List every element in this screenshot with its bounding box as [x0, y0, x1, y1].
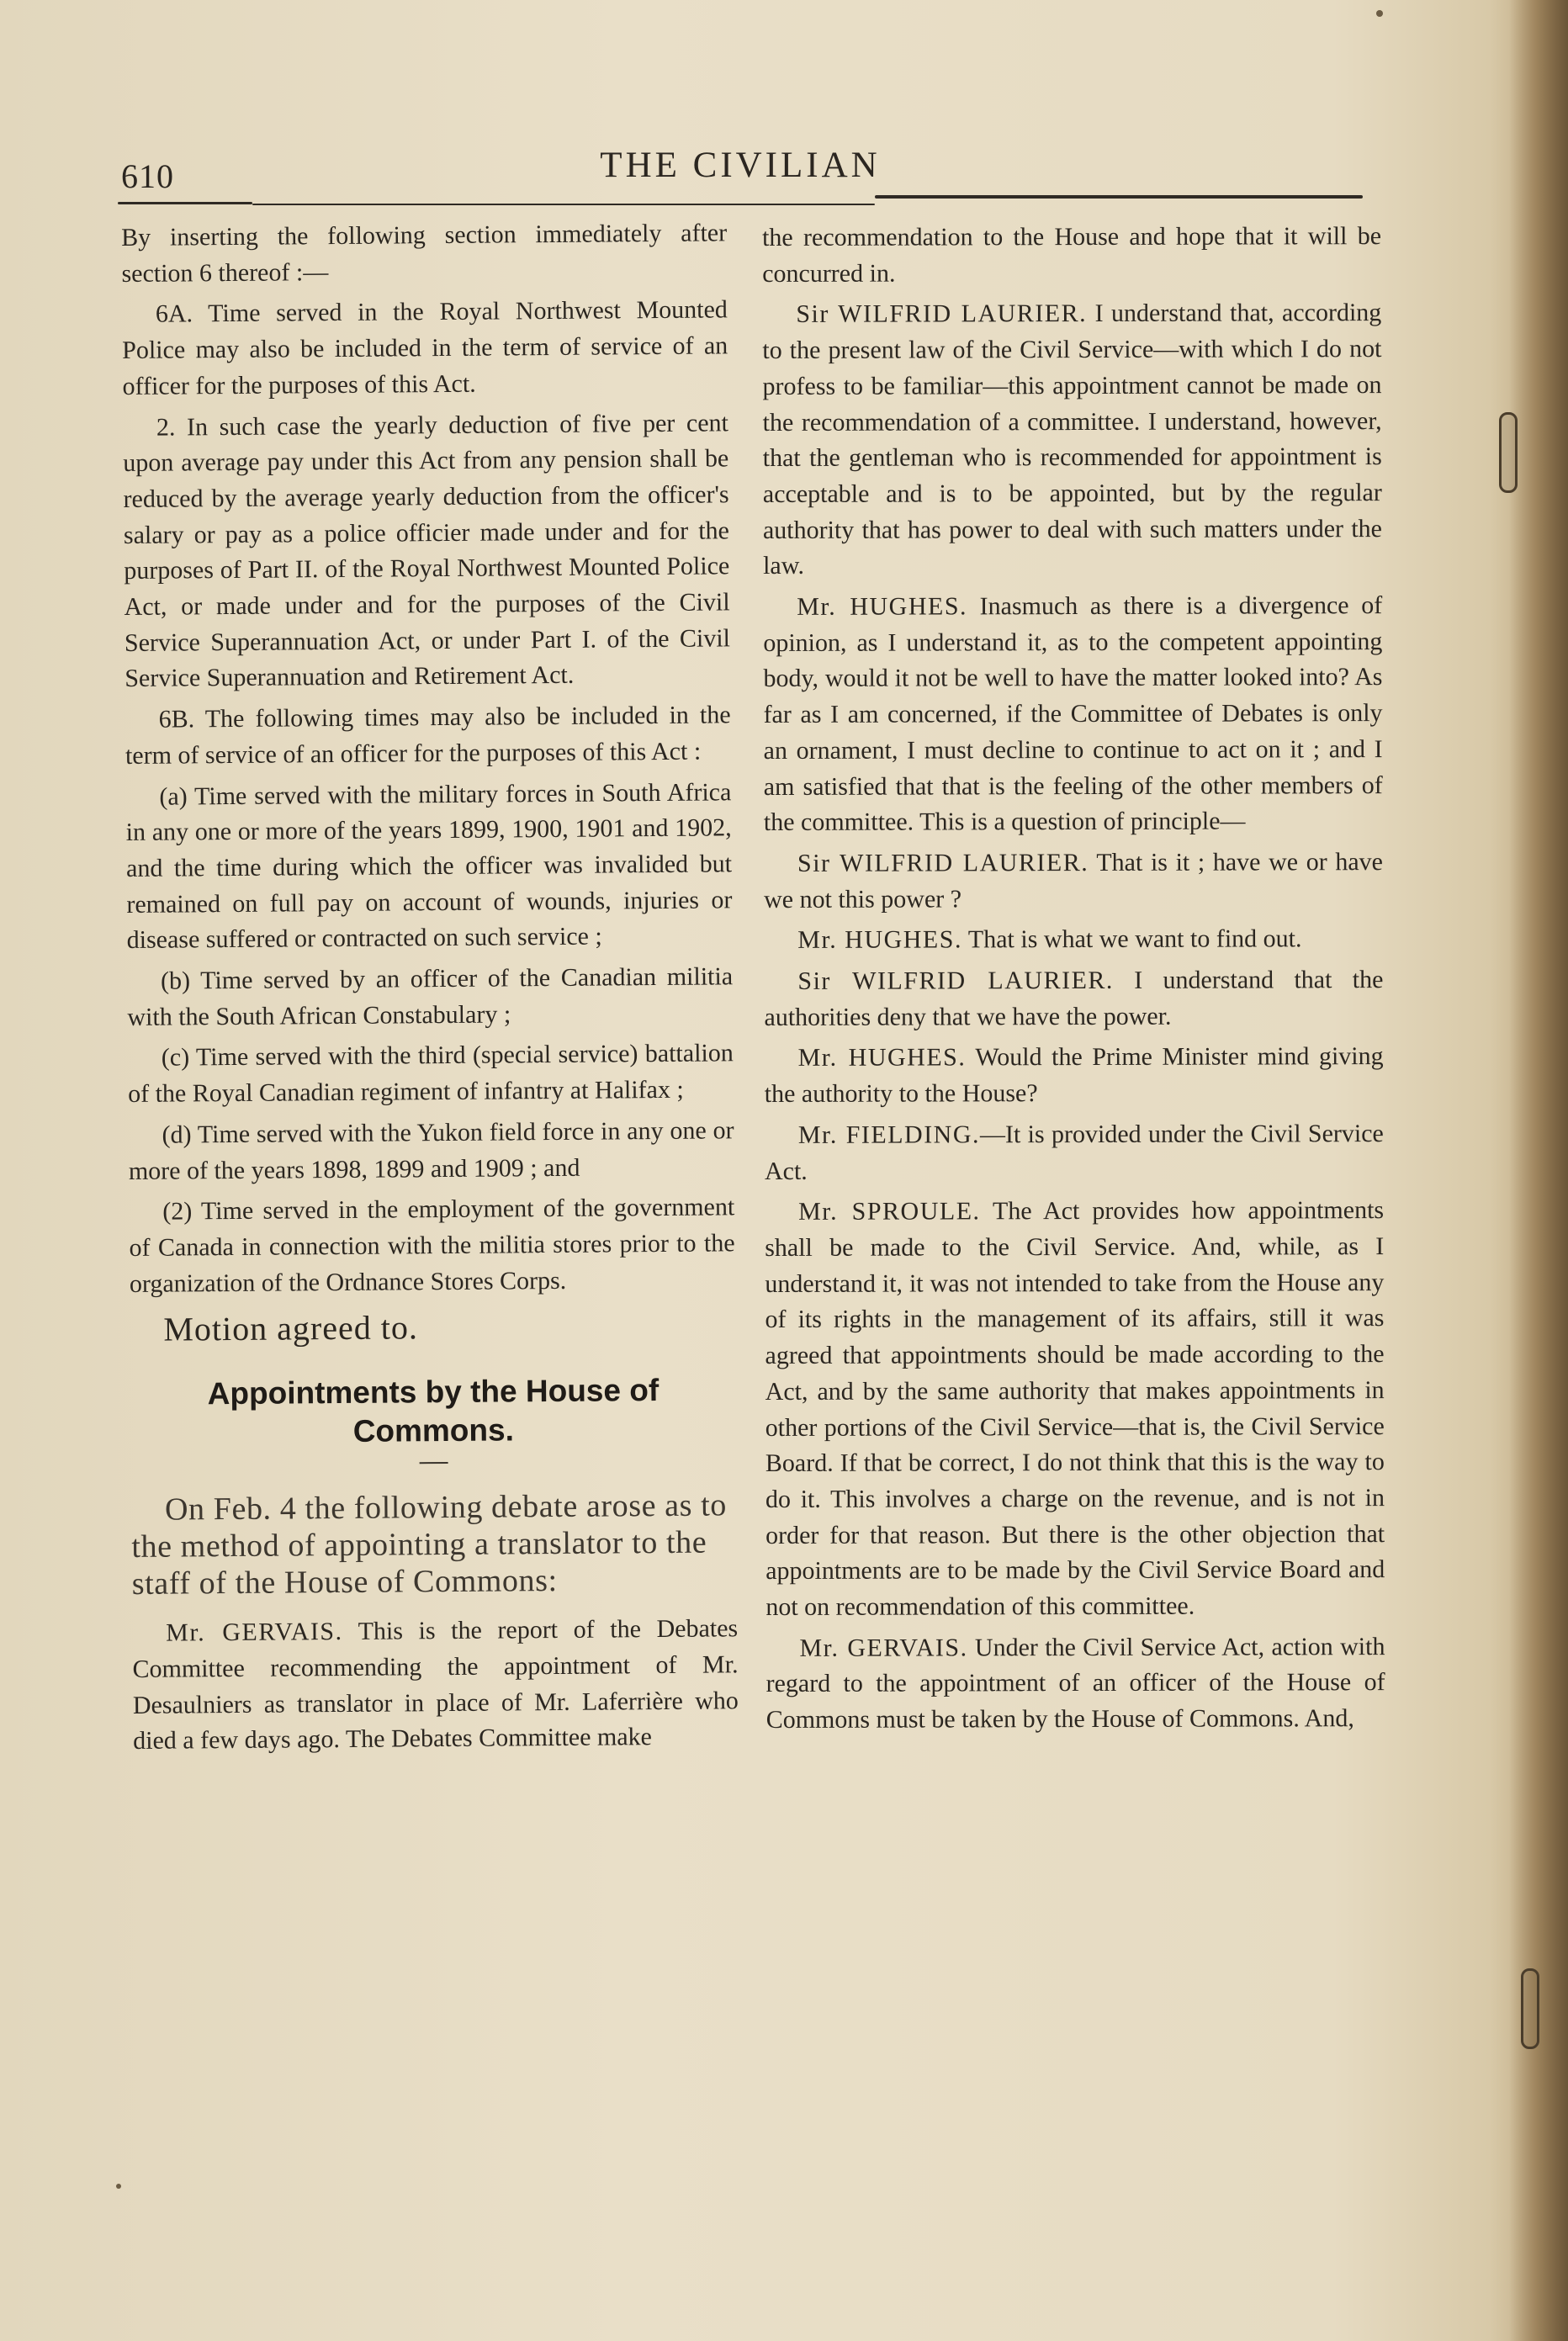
header-rule: [252, 204, 875, 205]
running-title: THE CIVILIAN: [600, 146, 881, 185]
speech-text: Inasmuch as there is a divergence of opinion, as I understand it, as to the competent appointing body, would it not be well to have the matter looked into? As far as I am concerned, if the Committee of Debates is only an ornament, I must decline to continue to act on it ; and I am satisfied that that is the feeling of the other members of the committee. This is a question of principle—: [763, 591, 1383, 837]
speaker-name: Mr. GERVAIS.: [799, 1634, 968, 1662]
motion-text: Motion agreed to.: [163, 1308, 419, 1349]
speaker-name: Mr. FIELDING.: [797, 1120, 981, 1149]
speaker-name: Sir WILFRID LAURIER.: [797, 966, 1114, 995]
speech-paragraph: [765, 1193, 1385, 1625]
intro-paragraph: On Feb. 4 the following debate arose as to the method of appointing a translator to the staff of the House of Commons:: [131, 1487, 728, 1602]
header-rule: [118, 202, 252, 204]
body-paragraph: (b) Time served by an officer of the Canadian militia with the South African Constabulary ;: [127, 962, 734, 1031]
speech-text: That is what we want to find out.: [967, 924, 1302, 954]
speech-paragraph: [765, 1629, 1385, 1739]
speech-text: I understand that the authorities deny that we have the power.: [764, 966, 1384, 1031]
body-paragraph: (c) Time served with the third (special service) battalion of the Royal Canadian regiment of infantry at Halifax ;: [128, 1039, 734, 1109]
binding-clip: [1521, 1968, 1539, 2049]
body-paragraph: the recommendation to the House and hope that it will be concurred in.: [762, 222, 1382, 288]
left-column: [121, 215, 739, 1765]
speech-text: Would the Prime Minister mind giving the authority to the House?: [764, 1042, 1384, 1109]
speech-paragraph: [764, 962, 1383, 1035]
speech-text: The Act provides how appointments shall be made to the Civil Service. And, while, as I understand it, it was not intended to take from the House any of its rights in the management of its affairs, still it was agreed that appointments should be made according to the Act, and by the same authority that makes appointments in other portions of the Civil Service—that is, the Civil Service Board. If that be correct, I do not think that this is the way to do it. This involves a charge on the revenue, and is not in order for that reason. But there is the other objection that appointments are to be made by the Civil Service Board and not on recommendation of this committee.: [765, 1196, 1385, 1622]
speaker-name: Sir WILFRID LAURIER.: [797, 848, 1089, 877]
speech-paragraph: [763, 588, 1383, 841]
speech-text: That is it ; have we or have we not this power ?: [764, 848, 1384, 914]
speech-paragraph: [764, 921, 1383, 959]
binding-clip: [1499, 412, 1518, 493]
speech-paragraph: [765, 1040, 1384, 1113]
body-paragraph: (2) Time served in the employment of the government of Canada in connection with the militia stores prior to the organization of the Ordnance Stores Corps.: [129, 1193, 735, 1298]
right-column: [762, 219, 1385, 1744]
heading-divider: [420, 1462, 448, 1464]
body-paragraph: (a) Time served with the military forces in South Africa in any one or more of the years 1899, 1900, 1901 and 1902, and the time during which the officer was invalided but remained on full pay on account of wounds, injuries or disease suffered or contracted on such service ;: [125, 777, 733, 955]
speaker-name: Mr. HUGHES.: [797, 1043, 967, 1073]
paper-fleck: [1376, 10, 1383, 17]
header-rule: [875, 195, 1363, 199]
speaker-name: Mr. HUGHES.: [797, 925, 962, 955]
section-heading: Appointments by the House of Commons.: [207, 1373, 660, 1449]
body-paragraph: 6B. The following times may also be included in the term of service of an officer for the purposes of this Act :: [124, 701, 731, 770]
body-paragraph: 6A. Time served in the Royal Northwest Mounted Police may also be included in the term of service of an officer for the purposes of this Act.: [122, 295, 728, 400]
speaker-name: Sir WILFRID LAURIER.: [796, 299, 1088, 329]
speech-paragraph: [132, 1611, 739, 1759]
speech-text: Under the Civil Service Act, action with regard to the appointment of an officer of the House of Commons must be taken by the House of Commons. And,: [765, 1632, 1385, 1735]
paper-fleck: [116, 2184, 121, 2189]
speaker-name: Mr. SPROULE.: [798, 1197, 981, 1226]
body-paragraph: 2. In such case the yearly deduction of five per cent upon average pay under this Act from any pension shall be reduced by the average yearly deduction from the officer's salary or pay as a police officier made under and for the purposes of Part II. of the Royal Northwest Mounted Police Act, or made under and for the purposes of the Civil Service Superannuation Act, or under Part I. of the Civil Service Superannuation and Retirement Act.: [123, 408, 731, 693]
speech-paragraph: [764, 845, 1383, 918]
speech-text: This is the report of the Debates Committee recommending the appointment of Mr. Desaulniers as translator in place of Mr. Laferrière who died a few days ago. The Debates Committee make: [132, 1614, 739, 1756]
speech-text: I understand that, according to the present law of the Civil Service—with which I do not profess to be familiar—this appointment cannot be made on the recommendation of a committee. I understand, however, that the gentleman who is recommended for appointment is acceptable and is to be appointed, but by the regular authority that has power to deal with such matters under the law.: [762, 299, 1383, 580]
body-paragraph: By inserting the following section immediately after section 6 thereof :—: [121, 219, 728, 288]
speaker-name: Mr. GERVAIS.: [166, 1618, 343, 1647]
speech-paragraph: [765, 1116, 1384, 1189]
page-number: 610: [121, 157, 174, 195]
speech-text: —It is provided under the Civil Service Act.: [764, 1119, 1384, 1185]
speech-paragraph: [762, 295, 1382, 585]
body-paragraph: (d) Time served with the Yukon field force in any one or more of the years 1898, 1899 and 1909 ; and: [128, 1116, 734, 1185]
speaker-name: Mr. HUGHES.: [797, 592, 968, 621]
